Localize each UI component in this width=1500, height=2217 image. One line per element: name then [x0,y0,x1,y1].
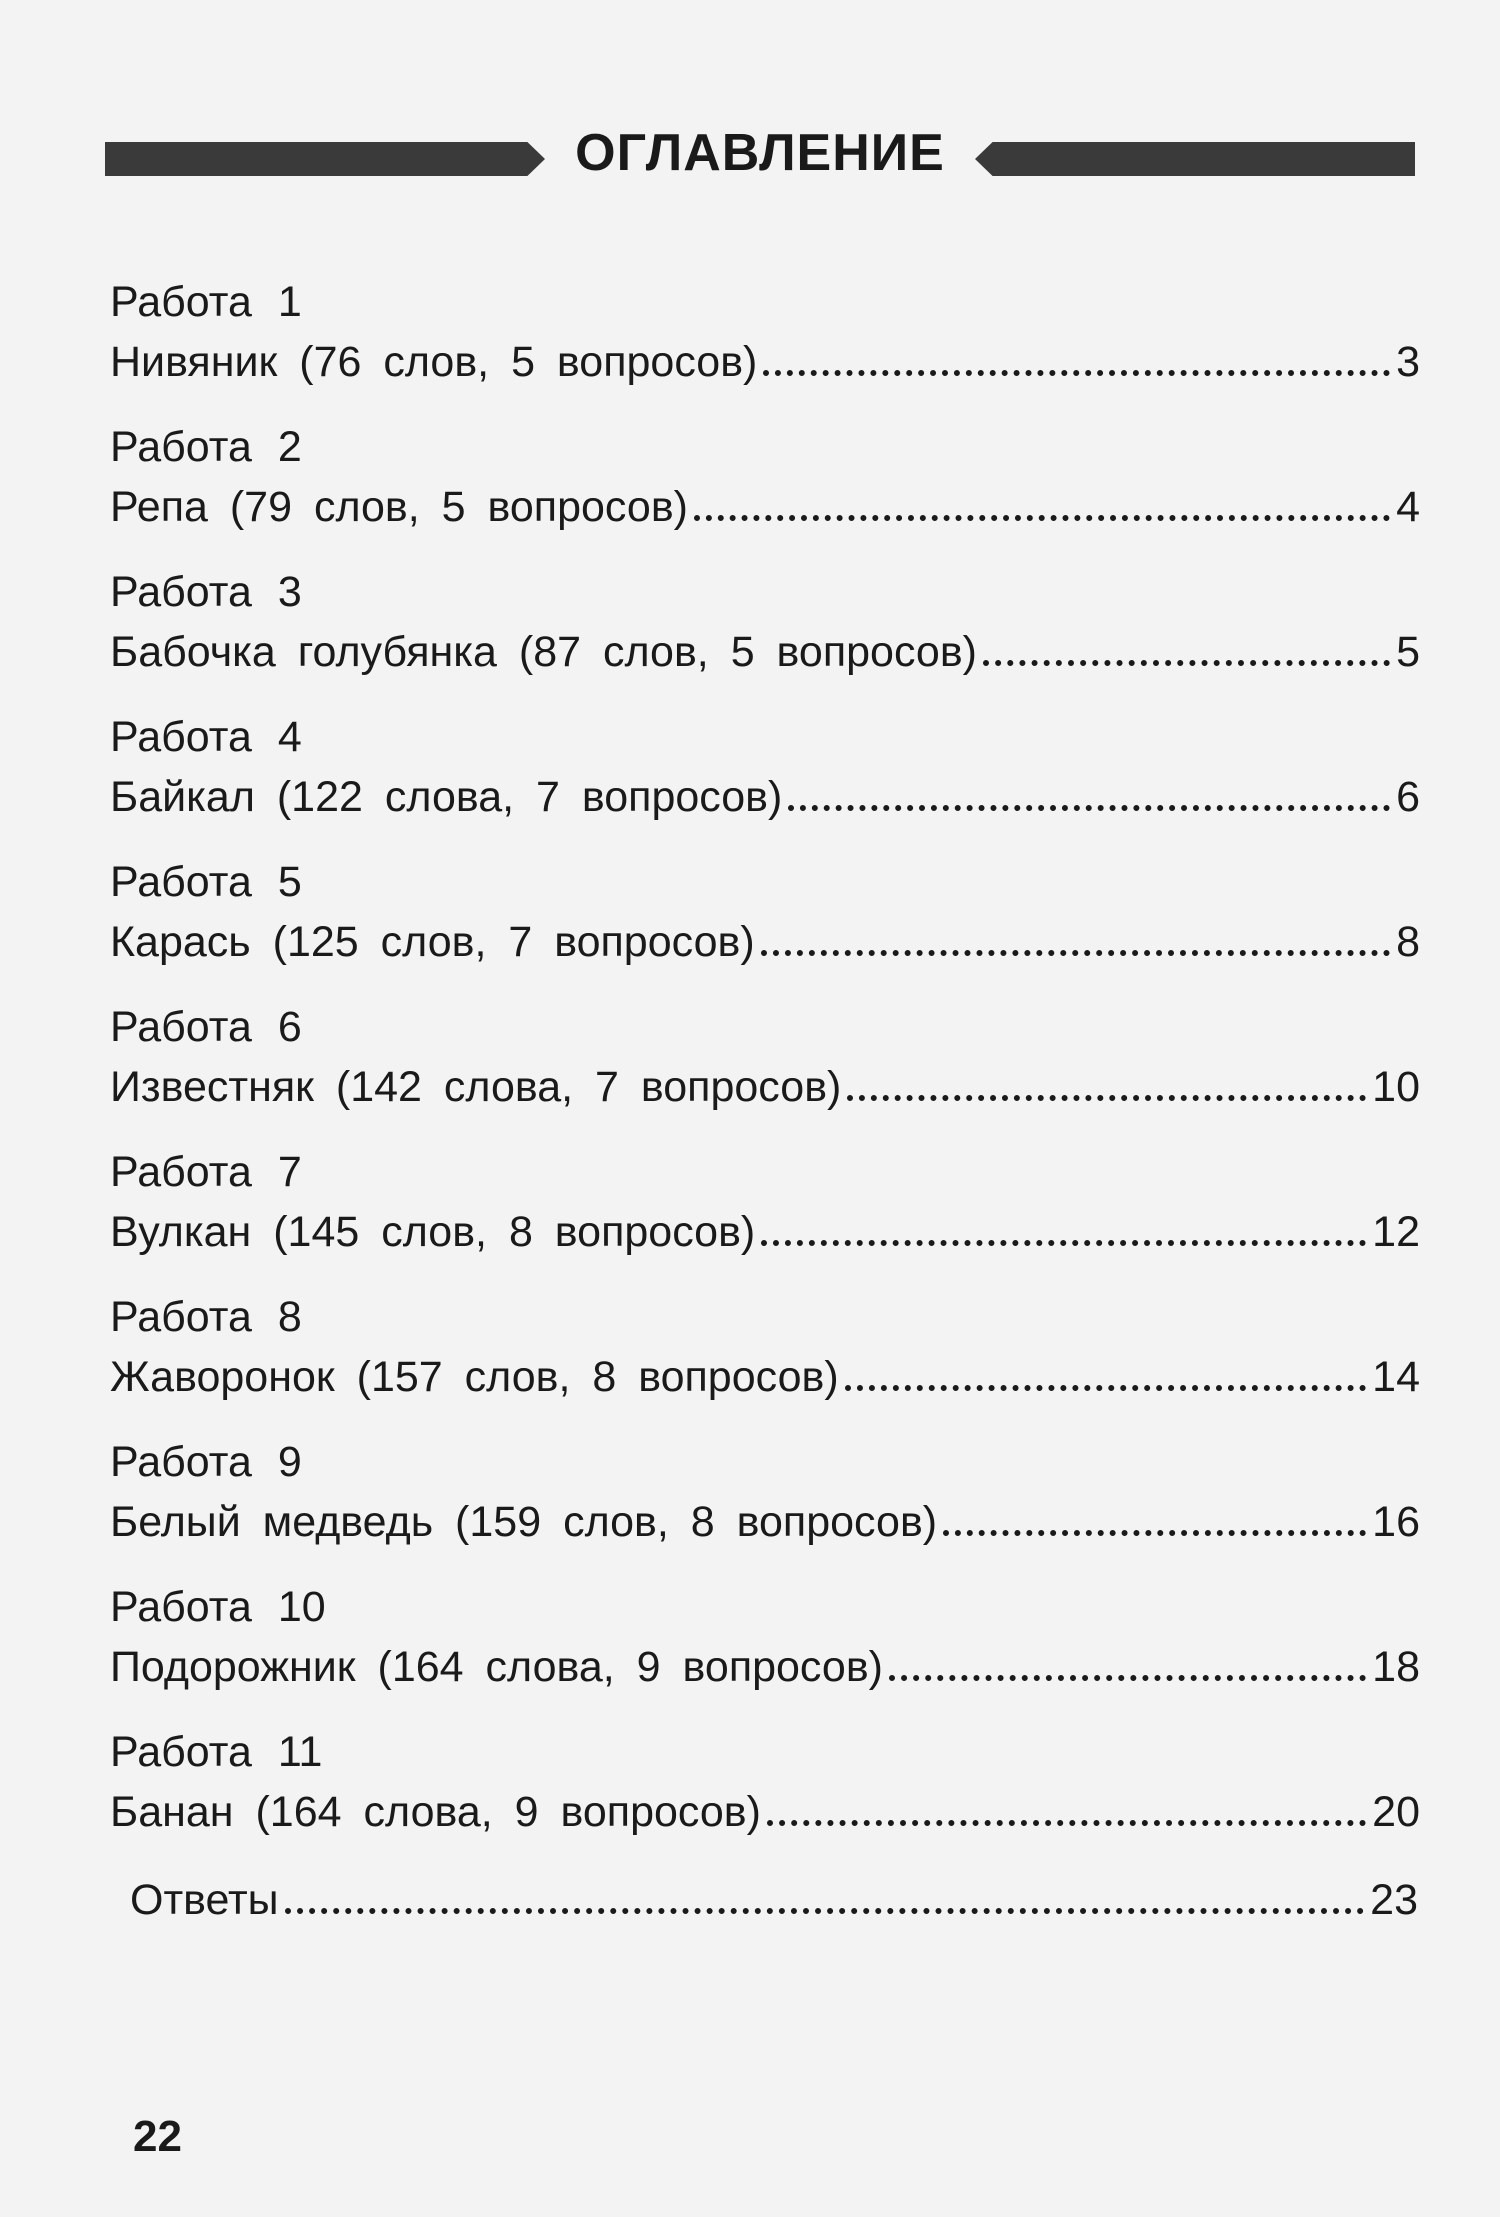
toc-entry [110,852,1420,997]
entry-title: Белый медведь (159 слов, 8 вопросов) [110,1498,938,1546]
toc-entry [110,1142,1420,1287]
entry-page: 10 [1372,1063,1420,1111]
toc-line [110,1492,1420,1552]
dot-leader [889,1675,1366,1681]
entry-title: Подорожник (164 слова, 9 вопросов) [110,1643,883,1691]
entry-page: 3 [1396,338,1420,386]
work-label: Работа 3 [110,568,302,616]
entry-page: 5 [1396,628,1420,676]
dot-leader [761,1240,1366,1246]
toc-entry [110,707,1420,852]
toc-line [110,622,1420,682]
heading-bar-right [975,142,1415,176]
toc-entry [110,272,1420,417]
dot-leader [285,1908,1365,1914]
page-title: ОГЛАВЛЕНИЕ [575,124,945,182]
toc-entry [110,417,1420,562]
entry-page: 8 [1396,918,1420,966]
toc-line [110,912,1420,972]
dot-leader [788,805,1390,811]
entry-title: Известняк (142 слова, 7 вопросов) [110,1063,842,1111]
entry-page: 18 [1372,1643,1420,1691]
dot-leader [761,950,1390,956]
work-label: Работа 4 [110,713,302,761]
answers-page: 23 [1370,1876,1418,1924]
answers-title: Ответы [130,1876,279,1924]
work-label: Работа 7 [110,1148,302,1196]
entry-title: Карась (125 слов, 7 вопросов) [110,918,755,966]
work-label: Работа 8 [110,1293,302,1341]
toc-entry [110,1722,1420,1867]
table-of-contents [110,272,1420,1867]
toc-line [110,1782,1420,1842]
toc-entry [110,1287,1420,1432]
toc-line [110,1057,1420,1117]
work-label: Работа 2 [110,423,302,471]
entry-page: 4 [1396,483,1420,531]
entry-title: Жаворонок (157 слов, 8 вопросов) [110,1353,839,1401]
toc-entry [110,997,1420,1142]
answers-line [130,1870,1418,1930]
entry-page: 20 [1372,1788,1420,1836]
toc-line [110,477,1420,537]
dot-leader [943,1530,1366,1536]
entry-title: Нивяник (76 слов, 5 вопросов) [110,338,758,386]
entry-title: Вулкан (145 слов, 8 вопросов) [110,1208,756,1256]
toc-entry [110,1432,1420,1577]
entry-page: 16 [1372,1498,1420,1546]
work-label: Работа 6 [110,1003,302,1051]
dot-leader [847,1095,1366,1101]
dot-leader [763,370,1390,376]
page-number: 22 [133,2112,182,2161]
dot-leader [983,660,1390,666]
dot-leader [694,515,1390,521]
work-label: Работа 9 [110,1438,302,1486]
toc-line [110,332,1420,392]
entry-title: Байкал (122 слова, 7 вопросов) [110,773,783,821]
work-label: Работа 10 [110,1583,326,1631]
heading-row [105,118,1415,188]
entry-page: 6 [1396,773,1420,821]
toc-line [110,1347,1420,1407]
work-label: Работа 5 [110,858,302,906]
entry-title: Банан (164 слова, 9 вопросов) [110,1788,761,1836]
toc-entry [110,1577,1420,1722]
dot-leader [767,1820,1366,1826]
toc-line [110,1202,1420,1262]
entry-title: Бабочка голубянка (87 слов, 5 вопросов) [110,628,977,676]
toc-line [110,1637,1420,1697]
entry-title: Репа (79 слов, 5 вопросов) [110,483,688,531]
dot-leader [845,1385,1366,1391]
toc-line [110,767,1420,827]
work-label: Работа 1 [110,278,302,326]
toc-entry [110,562,1420,707]
entry-page: 14 [1372,1353,1420,1401]
heading-bar-left [105,142,545,176]
entry-page: 12 [1372,1208,1420,1256]
work-label: Работа 11 [110,1728,323,1776]
